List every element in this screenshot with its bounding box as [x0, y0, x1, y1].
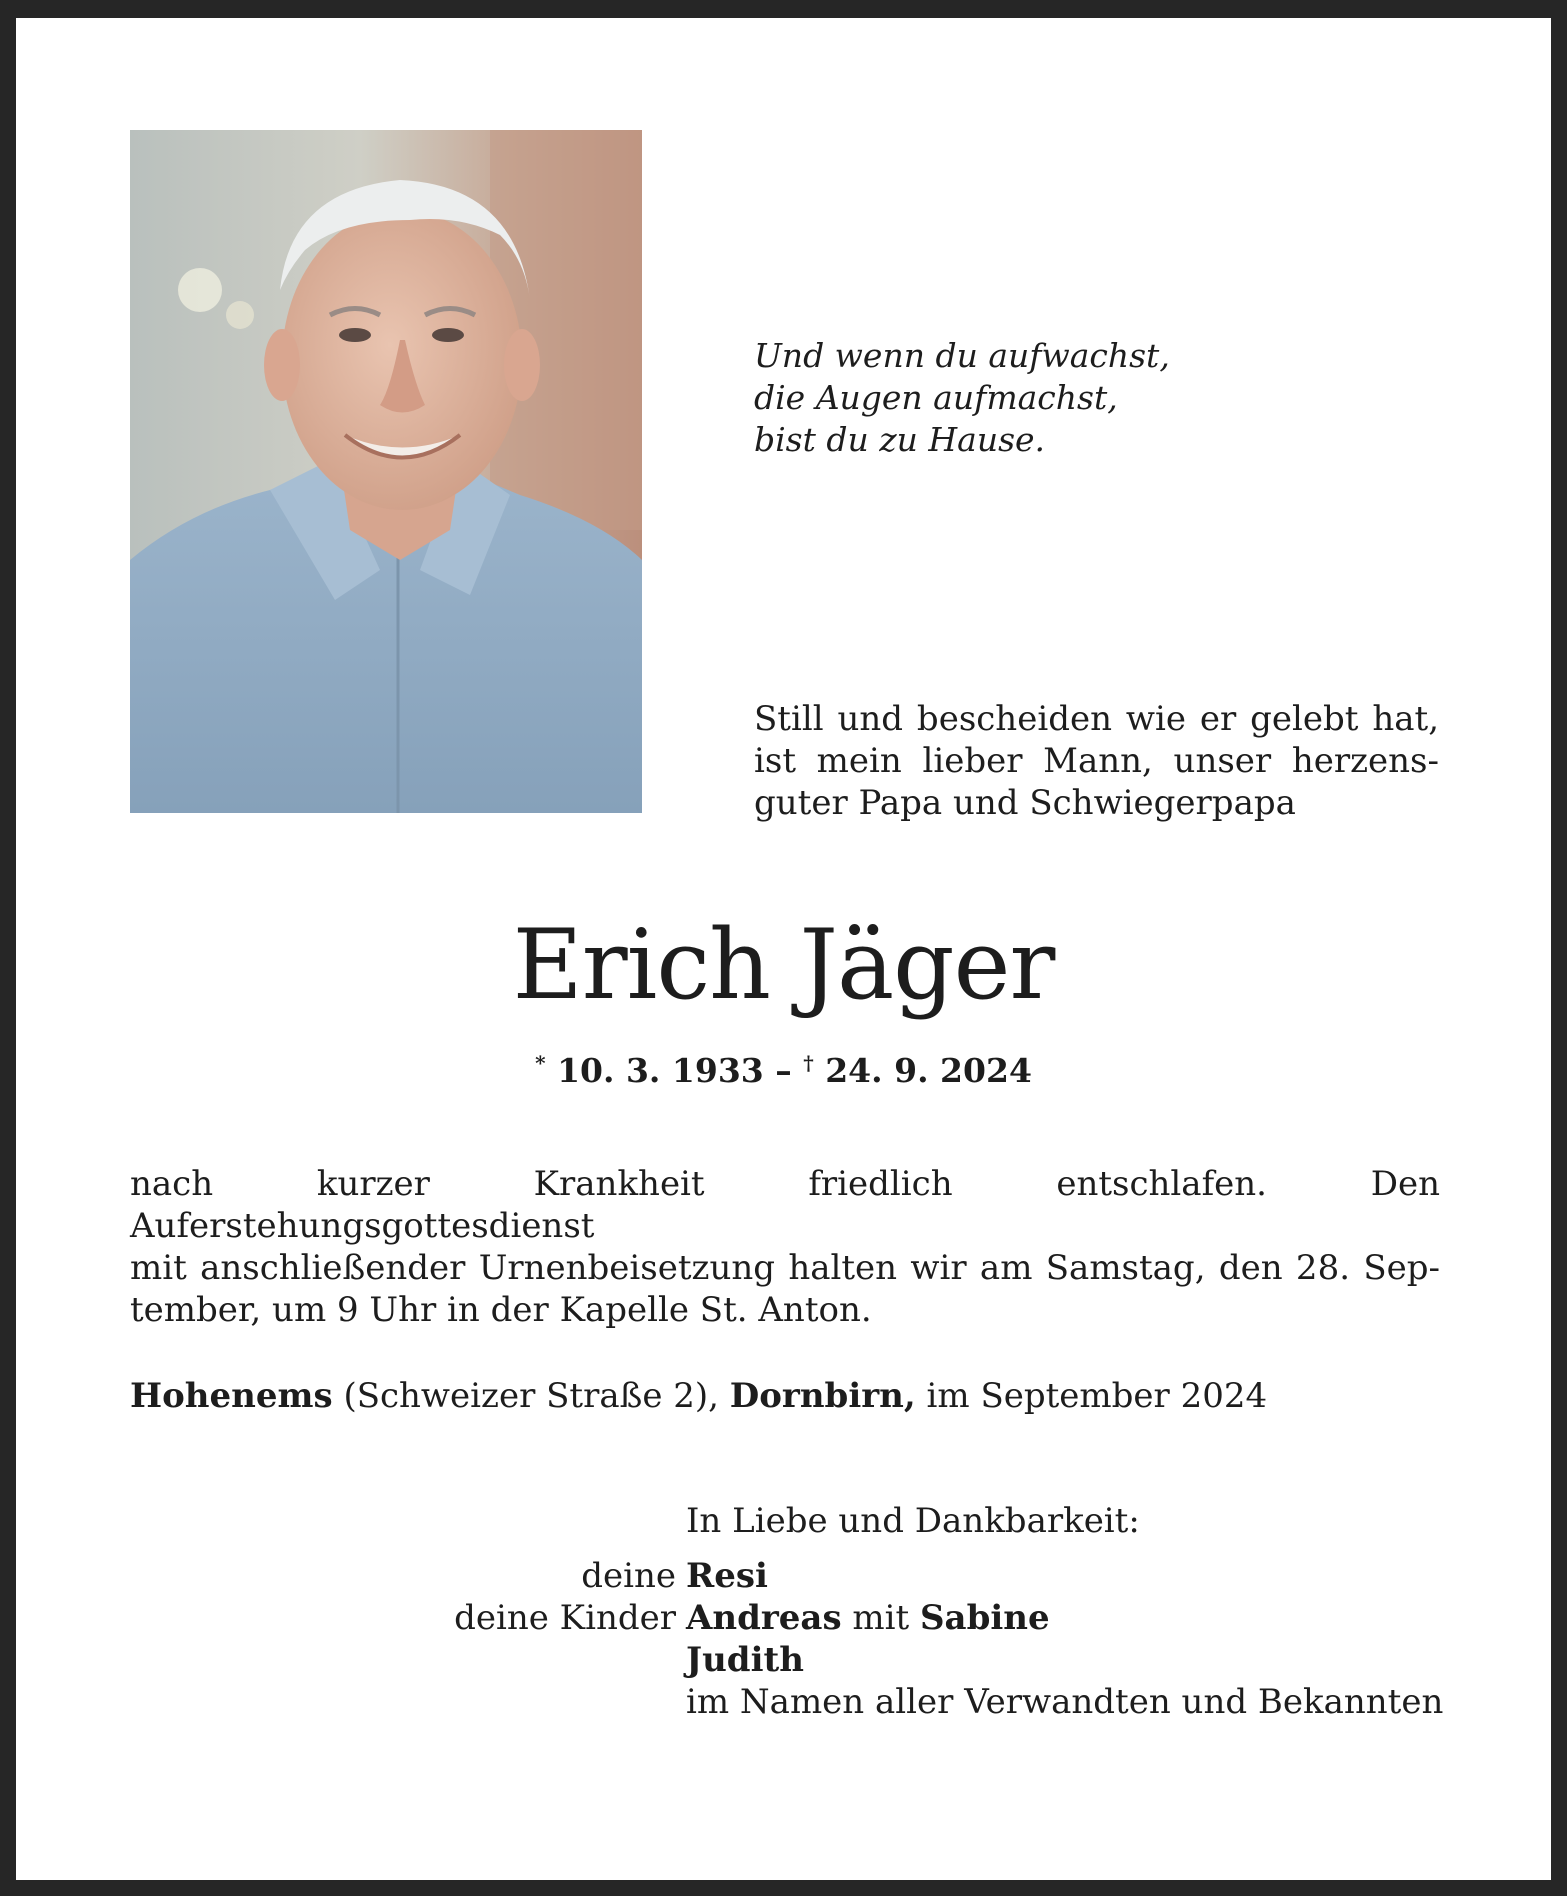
poem-line: Und wenn du aufwachst,: [754, 336, 1170, 375]
poem-line: bist du zu Hause.: [754, 420, 1046, 459]
address: (Schweizer Straße 2),: [343, 1376, 719, 1416]
town-dornbirn: Dornbirn,: [729, 1376, 916, 1416]
portrait-photo: [130, 130, 642, 813]
death-symbol: †: [803, 1051, 814, 1075]
place-date-line: [130, 1374, 1267, 1418]
announcement-line: tember, um 9 Uhr in der Kapelle St. Anton.: [130, 1290, 872, 1330]
birth-symbol: *: [535, 1051, 546, 1075]
mourner-name: Resi: [686, 1556, 768, 1596]
poem-verse: [754, 335, 1170, 461]
intro-text: [754, 698, 1439, 824]
mourner-name: Judith: [686, 1640, 804, 1680]
poem-line: die Augen aufmachst,: [754, 378, 1118, 417]
mourner-name: Andreas: [686, 1598, 842, 1638]
intro-line: ist mein lieber Mann, unser herzens-: [754, 741, 1439, 781]
place-date: im September 2024: [926, 1376, 1268, 1416]
town-hohenems: Hohenems: [130, 1376, 333, 1416]
intro-line: Still und bescheiden wie er gelebt hat,: [754, 699, 1439, 739]
birth-date: 10. 3. 1933: [557, 1051, 764, 1090]
signoff-label: deine: [581, 1556, 676, 1596]
date-separator: –: [775, 1051, 792, 1090]
signoff-heading: In Liebe und Dankbarkeit:: [686, 1501, 1140, 1541]
deceased-name: Erich Jäger: [512, 909, 1055, 1021]
signoff-conjunction: mit: [852, 1598, 910, 1638]
life-dates: [0, 1040, 1567, 1094]
announcement-text: [130, 1163, 1440, 1331]
mourner-name: Sabine: [920, 1598, 1050, 1638]
signoff-closing: im Namen aller Verwandten und Bekannten: [686, 1682, 1444, 1722]
intro-line: guter Papa und Schwiegerpapa: [754, 783, 1296, 823]
signoff-label: deine Kinder: [454, 1598, 676, 1638]
death-date: 24. 9. 2024: [825, 1051, 1032, 1090]
announcement-line: mit anschließender Urnenbeisetzung halten wir am Samstag, den 28. Sep-: [130, 1248, 1440, 1288]
announcement-line: nach kurzer Krankheit friedlich entschlafen. Den Auferstehungsgottesdienst: [130, 1164, 1440, 1246]
